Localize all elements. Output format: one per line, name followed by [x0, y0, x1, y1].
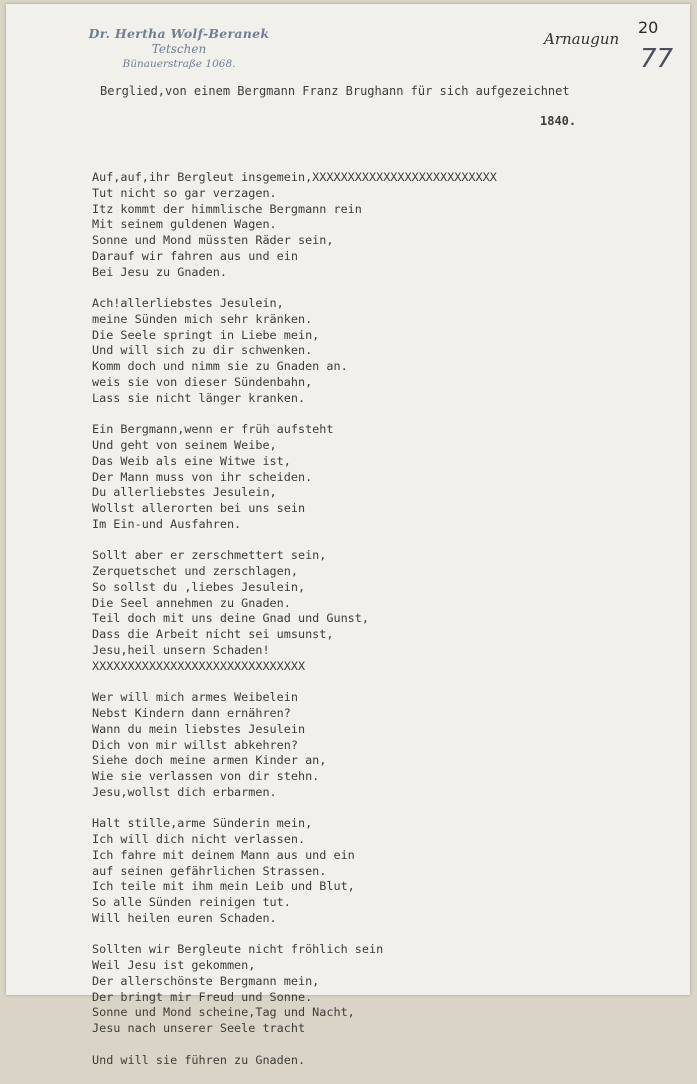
poem-line: Im Ein-und Ausfahren. [92, 516, 242, 531]
poem-line: Und will sie führen zu Gnaden. [92, 1052, 306, 1067]
poem-stanza [92, 422, 652, 533]
poem-line: XXXXXXXXXXXXXXXXXXXXXXXXXXXXXX [92, 658, 306, 673]
poem-line: Ein Bergmann,wenn er früh aufsteht [92, 422, 334, 437]
poem-line: Nebst Kindern dann ernähren? [92, 705, 291, 720]
poem-line: weis sie von dieser Sündenbahn, [92, 375, 313, 390]
poem-stanza [92, 170, 652, 281]
letterhead-street: Bünauerstraße 1068. [122, 58, 236, 70]
poem-line: Siehe doch meine armen Kinder an, [92, 753, 327, 768]
poem-line: Zerquetschet und zerschlagen, [92, 564, 298, 579]
letterhead-city: Tetschen [151, 42, 207, 56]
poem-line: Halt stille,arme Sünderin mein, [92, 816, 313, 831]
poem-line: Ich will dich nicht verlassen. [92, 831, 306, 846]
poem-stanza [92, 1053, 652, 1069]
poem-line: Wollst allerorten bei uns sein [92, 501, 306, 516]
poem-line: Dass die Arbeit nicht sei umsunst, [92, 627, 334, 642]
poem-stanza [92, 296, 652, 407]
poem-line: So sollst du ,liebes Jesulein, [92, 579, 306, 594]
poem-line: Bei Jesu zu Gnaden. [92, 264, 227, 279]
poem-line: Komm doch und nimm sie zu Gnaden an. [92, 359, 348, 374]
poem-line: Jesu nach unserer Seele tracht [92, 1021, 306, 1036]
poem-line: Wann du mein liebstes Jesulein [92, 721, 306, 736]
poem-line: Teil doch mit uns deine Gnad und Gunst, [92, 611, 369, 626]
poem-line: Sonne und Mond scheine,Tag und Nacht, [92, 1005, 355, 1020]
poem-line: Tut nicht so gar verzagen. [92, 185, 277, 200]
poem-line: Sollten wir Bergleute nicht fröhlich sein [92, 942, 384, 957]
handwritten-annotation: Arnaugun [544, 30, 620, 48]
poem-line: Jesu,wollst dich erbarmen. [92, 784, 277, 799]
poem-line: Du allerliebstes Jesulein, [92, 485, 277, 500]
poem-line: Weil Jesu ist gekommen, [92, 958, 256, 973]
letterhead-name: Dr. Hertha Wolf-Beranek [88, 26, 270, 41]
poem-line: Darauf wir fahren aus und ein [92, 248, 298, 263]
poem-line: meine Sünden mich sehr kränken. [92, 311, 313, 326]
poem-line: Die Seel annehmen zu Gnaden. [92, 595, 291, 610]
poem-stanza [92, 816, 652, 927]
poem-line: Und geht von seinem Weibe, [92, 437, 277, 452]
document-page [6, 4, 690, 1067]
poem-line: Ich teile mit ihm mein Leib und Blut, [92, 879, 355, 894]
document-title: Berglied,von einem Bergmann Franz Brughann für sich aufgezeichnet [100, 84, 570, 98]
handwritten-page-number: 77 [640, 44, 674, 74]
poem-line: Sollt aber er zerschmettert sein, [92, 548, 327, 563]
poem-line: Itz kommt der himmlische Bergmann rein [92, 201, 362, 216]
poem-line: So alle Sünden reinigen tut. [92, 895, 291, 910]
poem-line: Ach!allerliebstes Jesulein, [92, 296, 284, 311]
poem-line: Der bringt mir Freud und Sonne. [92, 989, 313, 1004]
document-year: 1840. [540, 114, 577, 128]
poem-line: Sonne und Mond müssten Räder sein, [92, 233, 334, 248]
poem-line: Dich von mir willst abkehren? [92, 737, 298, 752]
poem-line: Ich fahre mit deinem Mann aus und ein [92, 847, 355, 862]
poem-line: Lass sie nicht länger kranken. [92, 390, 306, 405]
poem-line: Die Seele springt in Liebe mein, [92, 327, 320, 342]
poem-line: Auf,auf,ihr Bergleut insgemein,XXXXXXXXXXXXXXXXXXXXXXXXXX [92, 170, 497, 184]
poem-line: Das Weib als eine Witwe ist, [92, 453, 291, 468]
poem-line: Mit seinem guldenen Wagen. [92, 217, 277, 232]
poem-line: Wie sie verlassen von dir stehn. [92, 769, 320, 784]
poem-line: Jesu,heil unsern Schaden! [92, 643, 270, 658]
poem-line: Der allerschönste Bergmann mein, [92, 973, 320, 988]
poem-stanza [92, 942, 652, 1037]
poem-stanza [92, 690, 652, 801]
letterhead-stamp [84, 26, 274, 70]
poem-line: auf seinen gefährlichen Strassen. [92, 863, 327, 878]
poem-stanza [92, 548, 652, 674]
poem-line: Will heilen euren Schaden. [92, 910, 277, 925]
poem-line: Der Mann muss von ihr scheiden. [92, 469, 313, 484]
poem-body [92, 170, 652, 1084]
poem-line: Wer will mich armes Weibelein [92, 690, 298, 705]
handwritten-number-top: 20 [638, 18, 659, 37]
poem-line: Und will sich zu dir schwenken. [92, 343, 313, 358]
